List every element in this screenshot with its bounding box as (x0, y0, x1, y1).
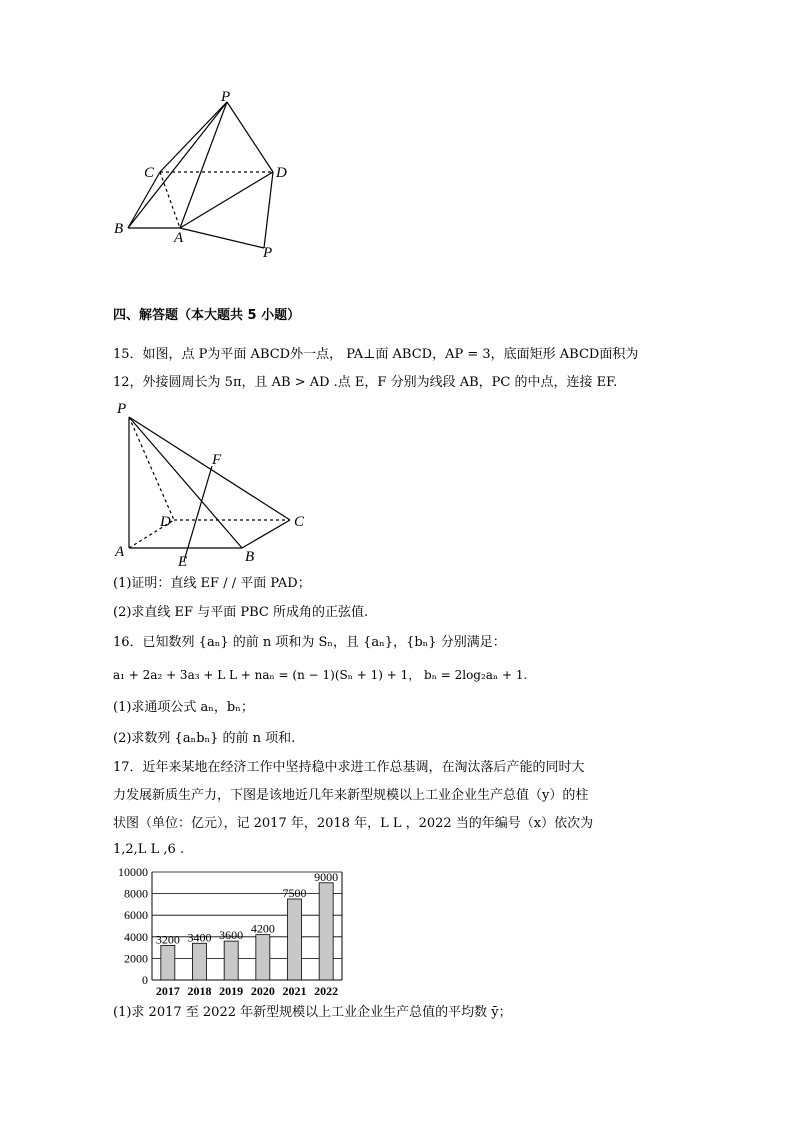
figure-folded-pyramid (100, 85, 320, 270)
q17-part1: (1)求 2017 至 2022 年新型规模以上工业企业生产总值的平均数 ȳ； (113, 1005, 512, 1020)
bar-data-label: 7500 (282, 886, 307, 900)
x-tick-label: 2019 (219, 984, 244, 998)
label-e: E (178, 554, 188, 570)
bar-data-label: 4200 (250, 921, 275, 936)
bar (256, 935, 270, 980)
label-p-bottom: P (263, 245, 273, 261)
y-tick-label: 4000 (124, 929, 148, 944)
q15-line1: 15．如图，点 P为平面 ABCD外一点， PA⊥面 ABCD，AP = 3，底面矩形 ABCD面积为 (113, 347, 639, 362)
y-tick-label: 6000 (124, 908, 148, 923)
q15-line2: 12，外接圆周长为 5π，且 AB > AD .点 E，F 分别为线段 AB，PC 的中点，连接 EF. (113, 375, 618, 390)
q17-line3: 状图（单位：亿元），记 2017 年，2018 年，L L ，2022 当的年编号（x）依次为 (113, 816, 594, 831)
label-b2: B (245, 549, 255, 565)
y-tick-label: 2000 (124, 951, 148, 966)
bar-data-label: 3400 (187, 930, 212, 945)
bar (161, 945, 175, 980)
q15-part1: (1)证明：直线 EF / / 平面 PAD； (113, 576, 311, 591)
label-p: P (117, 401, 127, 417)
q17-line4: 1,2,L L ,6 . (113, 842, 185, 857)
bar (193, 943, 207, 980)
y-tick-label: 0 (142, 973, 148, 987)
q17-line1: 17．近年来某地在经济工作中坚持稳中求进工作总基调，在淘汰落后产能的同时大 (113, 760, 585, 775)
q16-part1: (1)求通项公式 aₙ，bₙ； (113, 700, 254, 715)
bar (224, 941, 238, 980)
bar-chart (108, 862, 358, 1002)
q15-part2: (2)求直线 EF 与平面 PBC 所成角的正弦值. (113, 605, 369, 620)
label-c2: C (294, 514, 305, 530)
x-tick-label: 2021 (282, 984, 307, 998)
section-header: 四、解答题（本大题共 5 小题） (113, 308, 301, 323)
label-c: C (144, 165, 155, 181)
bar (288, 899, 302, 980)
q16-formula: a₁ + 2a₂ + 3a₃ + L L + naₙ = (n − 1)(Sₙ + 1) + 1， bₙ = 2log₂aₙ + 1. (113, 668, 528, 682)
x-tick-label: 2018 (187, 984, 212, 998)
label-a2: A (115, 544, 125, 560)
q16-part2: (2)求数列 {aₙbₙ} 的前 n 项和. (113, 731, 296, 746)
x-tick-label: 2017 (155, 984, 180, 998)
bar-data-label: 3600 (219, 928, 244, 943)
x-tick-label: 2020 (250, 984, 275, 998)
figure-pyramid-pabcd (112, 396, 322, 571)
bar-data-label: 3200 (155, 932, 180, 947)
y-tick-label: 10000 (118, 865, 148, 879)
x-tick-label: 2022 (314, 984, 339, 998)
y-tick-label: 8000 (124, 886, 148, 901)
q17-line2: 力发展新质生产力，下图是该地近几年来新型规模以上工业企业生产总值（y）的柱 (113, 788, 589, 803)
bar (319, 883, 333, 980)
bar-data-label: 9000 (314, 869, 339, 884)
label-d: D (276, 165, 287, 181)
label-f: F (212, 452, 222, 468)
label-b: B (114, 221, 124, 237)
label-d2: D (160, 514, 171, 530)
label-p-top: P (221, 89, 231, 105)
q16-line1: 16．已知数列 {aₙ} 的前 n 项和为 Sₙ，且 {aₙ}，{bₙ} 分别满足： (113, 635, 506, 650)
label-a: A (174, 230, 184, 246)
